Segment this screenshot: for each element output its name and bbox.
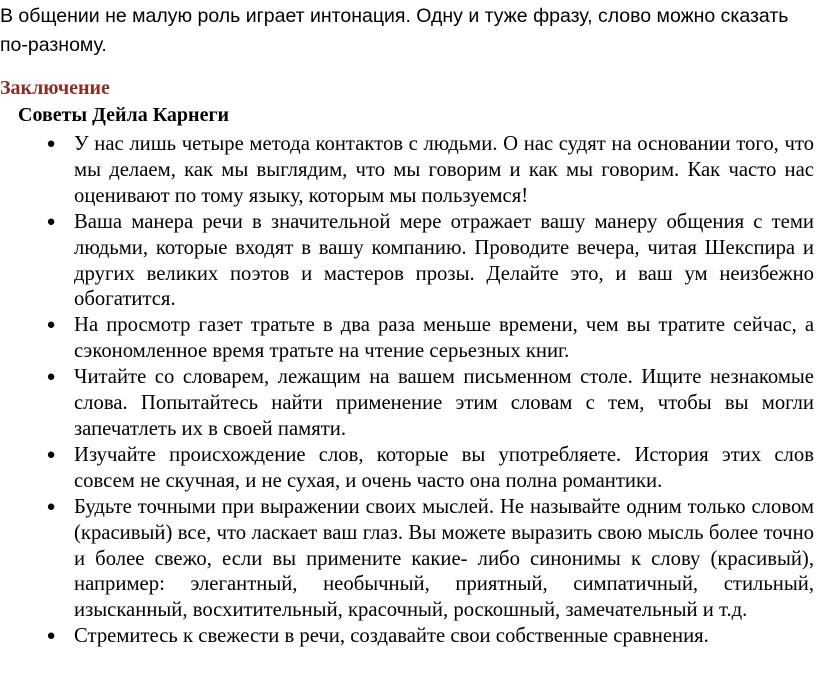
tip-text: У нас лишь четыре метода контактов с людьми. О нас судят на основании того, что мы делаем, как мы выглядим, что мы говорим и как мы говорим. Как часто нас оценивают по тому языку, которым мы пользуемся! [74, 133, 814, 207]
list-item [46, 624, 814, 650]
bullet-icon: ● [46, 446, 56, 463]
tips-list [0, 132, 816, 650]
tip-text: Изучайте происхождение слов, которые вы употребляете. История этих слов совсем не скучная, и не сухая, и очень часто она полна романтики. [74, 443, 814, 492]
intro-paragraph: В общении не малую роль играет интонация. Одну и туже фразу, слово можно сказать по-разному. [0, 5, 789, 56]
bullet-icon: ● [46, 213, 56, 230]
section-heading: Заключение [0, 77, 110, 99]
tip-text: Будьте точными при выражении своих мыслей. Не называйте одним только словом (красивый) все, что ласкает ваш глаз. Вы можете выразить свою мысль более точно и более свежо, если вы примените какие- либо синонимы к слову (красивый), например: элегантный, необычный, приятный, симпатичный, стильный, изысканный, восхитительный, красочный, роскошный, замечательный и т.д. [74, 495, 814, 622]
bullet-icon: ● [46, 628, 56, 645]
list-item [46, 365, 814, 443]
bullet-icon: ● [46, 136, 56, 152]
list-item [46, 132, 814, 210]
list-item [46, 443, 814, 495]
tip-text: Ваша манера речи в значительной мере отражает вашу манеру общения с теми людьми, которые входят в вашу компанию. Проводите вечера, читая Шекспира и других великих поэтов и мастеров прозы. Делайте это, и ваш ум неизбежно обогатится. [74, 210, 814, 311]
bullet-icon: ● [46, 498, 56, 515]
list-item [46, 495, 814, 625]
tip-text: Читайте со словарем, лежащим на вашем письменном столе. Ищите незнакомые слова. Попытайтесь найти применение этим словам с тем, чтобы вы могли запечатлеть их в своей памяти. [74, 366, 814, 440]
subheading: Советы Дейла Карнеги [18, 104, 230, 126]
bullet-icon: ● [46, 369, 56, 386]
tip-text: Стремитесь к свежести в речи, создавайте свои собственные сравнения. [74, 625, 709, 648]
bullet-icon: ● [46, 317, 56, 334]
list-item [46, 210, 814, 314]
tip-text: На просмотр газет тратьте в два раза меньше времени, чем вы тратите сейчас, а сэкономленное время тратьте на чтение серьезных книг. [74, 314, 814, 363]
list-item [46, 313, 814, 365]
